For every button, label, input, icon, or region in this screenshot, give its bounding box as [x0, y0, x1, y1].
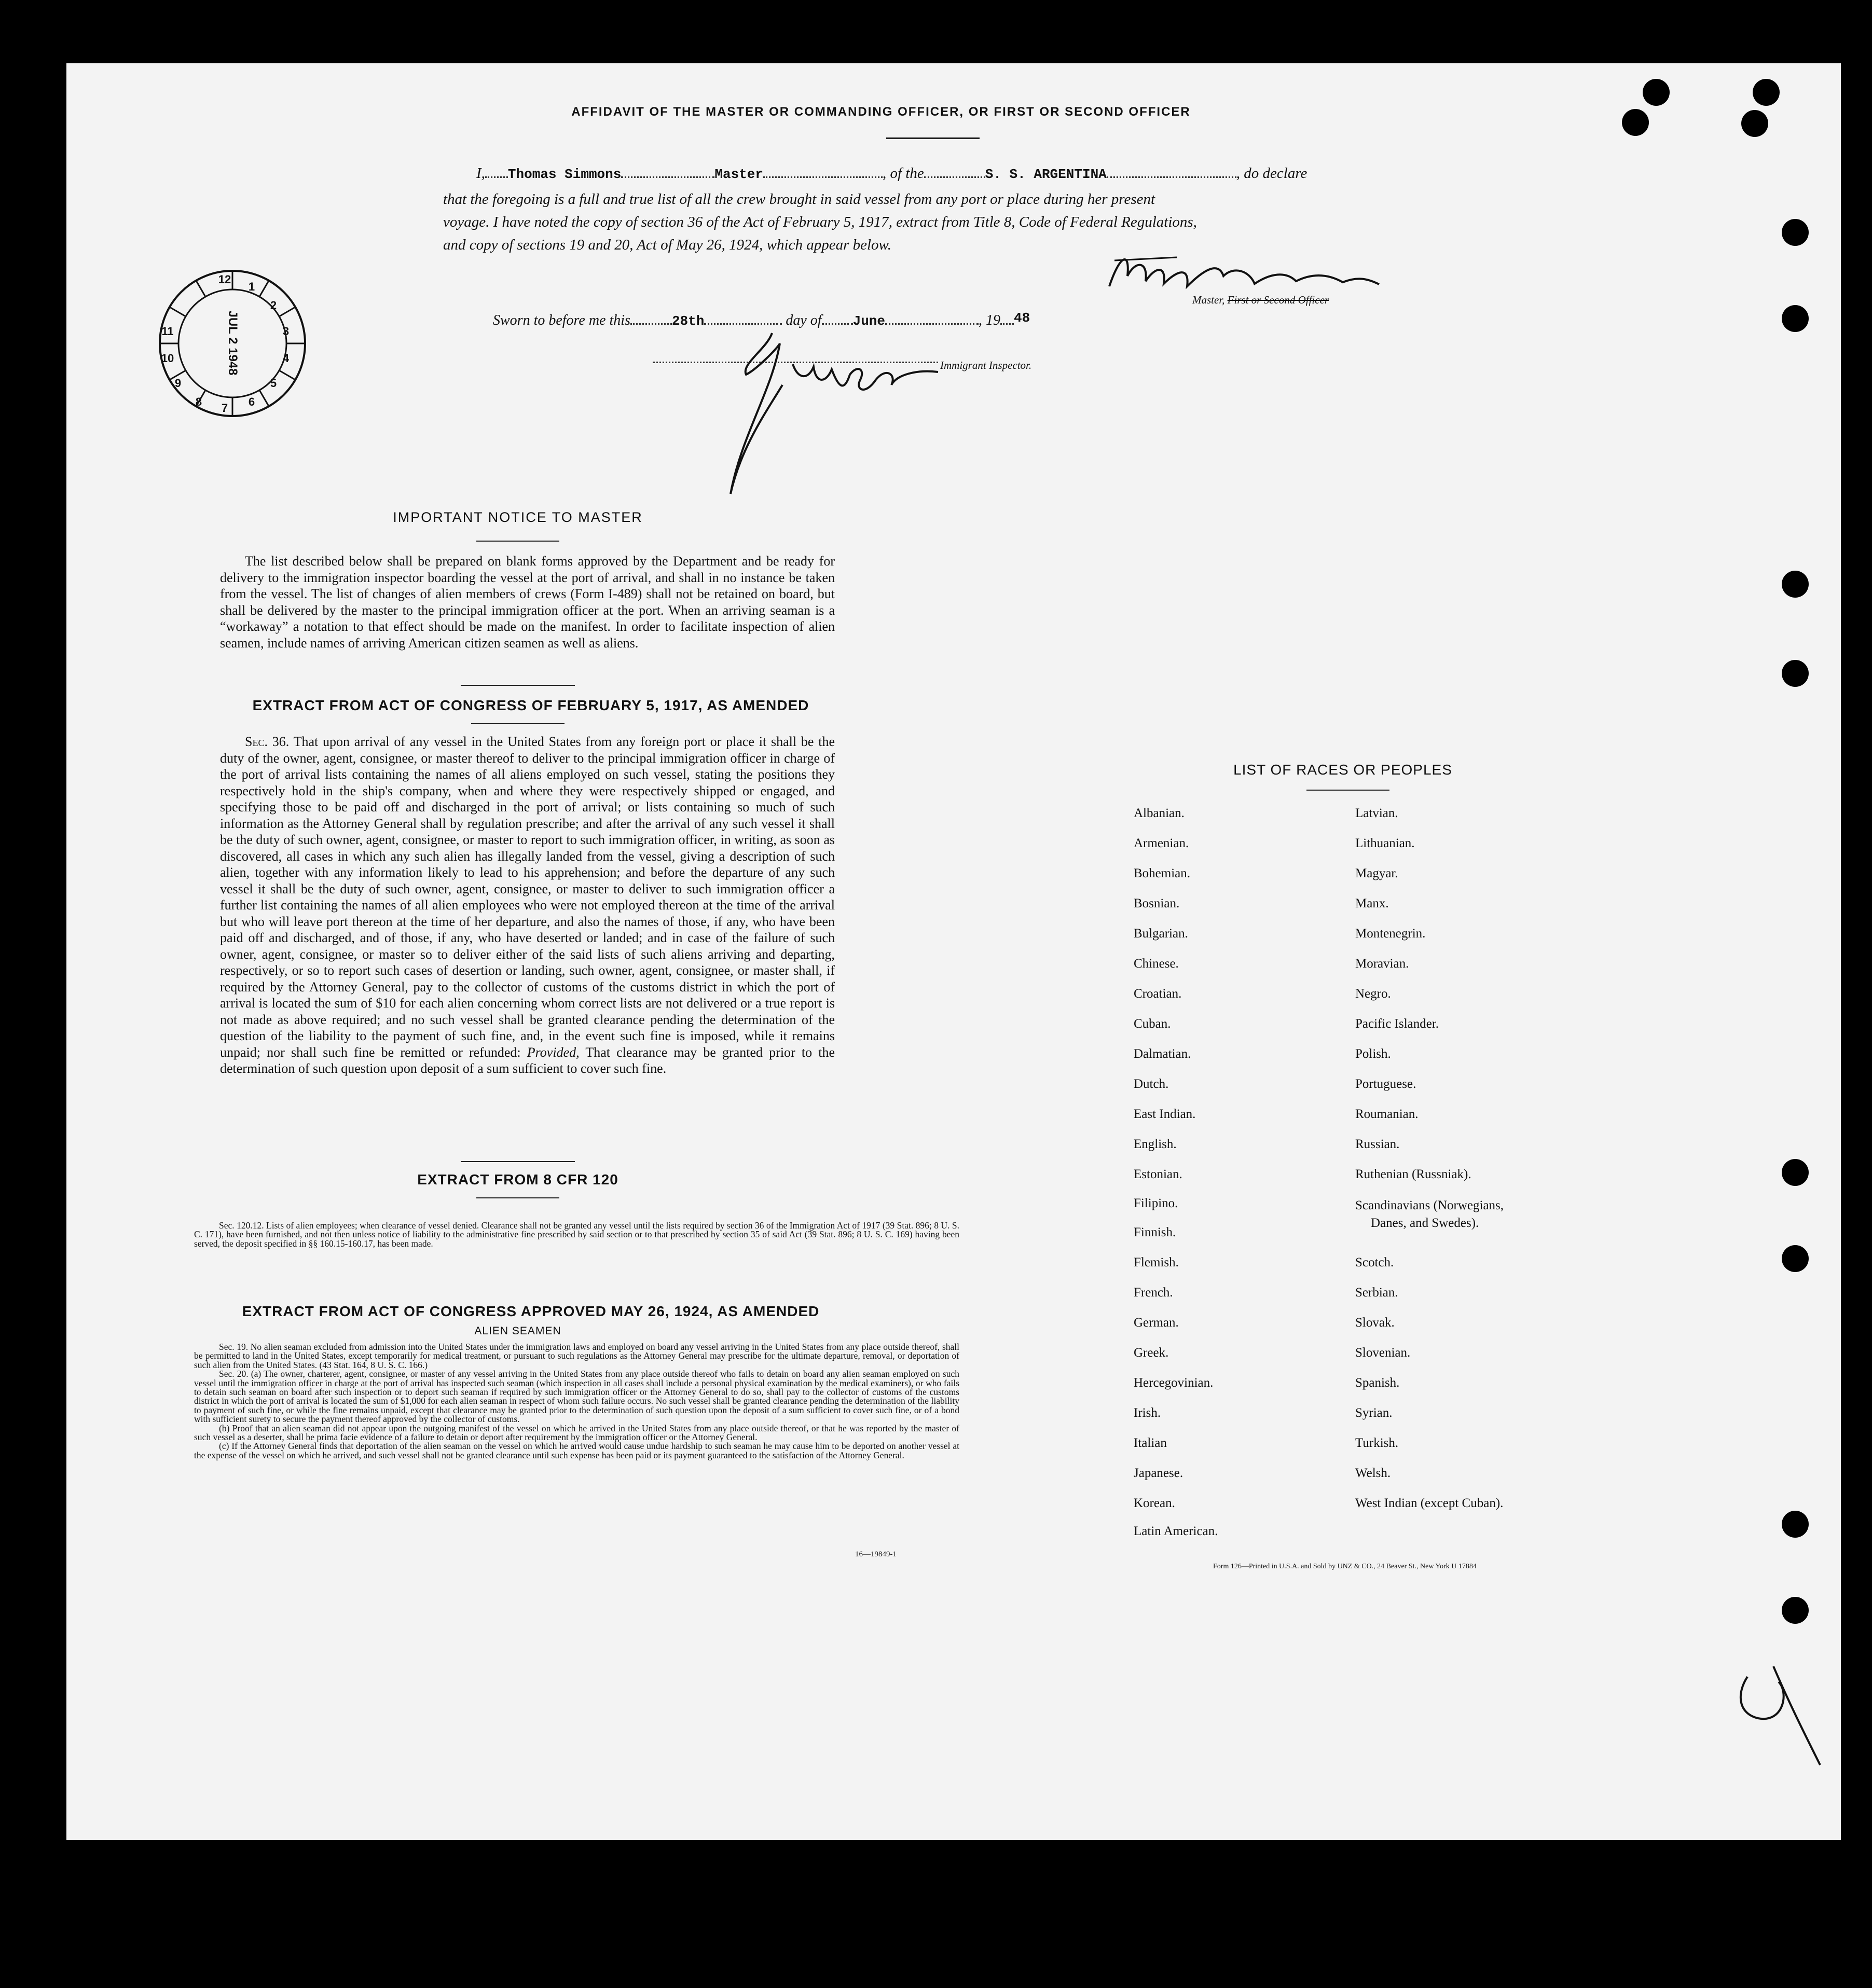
- extract-1917-body: [220, 734, 835, 1077]
- handwritten-mark: [1727, 1661, 1830, 1775]
- stamp-number: 9: [174, 377, 182, 390]
- punch-hole: [1782, 1511, 1809, 1538]
- notice-body: The list described below shall be prepared on blank forms approved by the Department and be ready for delivery to the immigration inspector boarding the vessel at the port of arrival, and shall in no instance be taken from the vessel. The list of changes of alien members of crews (Form I-489) shall not be retained on board, but shall be delivered by the master to the principal immigration officer at the port. When an arriving seaman is a “workaway” a notation to that effect should be made on the manifest. In order to facilitate inspection of alien seamen, include names of arriving American citizen seamen as well as aliens.: [220, 554, 835, 651]
- race-item: Albanian.: [1134, 806, 1185, 820]
- race-item: Latin American.: [1134, 1524, 1218, 1538]
- sworn-day-field: 28th: [671, 313, 705, 329]
- affidavit-body-2: voyage. I have noted the copy of section 36 of the Act of February 5, 1917, extract from Title 8, Code of Federal Regulations,: [443, 214, 1197, 230]
- officer-label: Master, First or Second Officer: [1192, 294, 1329, 306]
- race-item: Lithuanian.: [1355, 836, 1415, 850]
- race-item: Bulgarian.: [1134, 927, 1188, 941]
- race-item: Dalmatian.: [1134, 1047, 1191, 1061]
- race-item: German.: [1134, 1316, 1179, 1330]
- race-item: Dutch.: [1134, 1077, 1169, 1091]
- race-item: Italian: [1134, 1436, 1167, 1450]
- punch-hole: [1782, 571, 1809, 598]
- extract-cfr-title: EXTRACT FROM 8 CFR 120: [417, 1171, 618, 1188]
- stamp-number: 7: [221, 402, 228, 415]
- stamp-number: 3: [282, 325, 290, 338]
- race-item: Turkish.: [1355, 1436, 1399, 1450]
- section-rule: [461, 685, 575, 686]
- document-page: [66, 63, 1841, 1840]
- race-item: Latvian.: [1355, 806, 1398, 820]
- section-19-text: Sec. 19. No alien seaman excluded from admission into the United States under the immigration laws and employed on board any vessel arriving in the United States from any place outside thereof, shall be permitted to land in the United States, except temporarily for medical treatment, or pursuant to such regulations as the Attorney General may prescribe for the ultimate departure, removal, or deportation of such alien from the United States. (43 Stat. 164, 8 U. S. C. 166.): [194, 1342, 959, 1370]
- inspector-signature: [710, 317, 980, 509]
- title-rule: [886, 137, 980, 139]
- race-item: Irish.: [1134, 1406, 1161, 1420]
- year-field: 48: [1014, 310, 1030, 326]
- affidavit-title: AFFIDAVIT OF THE MASTER OR COMMANDING OFFICER, OR FIRST OR SECOND OFFICER: [571, 105, 1191, 119]
- race-item: East Indian.: [1134, 1107, 1196, 1121]
- stamp-number: 2: [270, 299, 277, 312]
- section-rule: [461, 1161, 575, 1162]
- races-title: LIST OF RACES OR PEOPLES: [1233, 762, 1452, 778]
- section-20a-text: Sec. 20. (a) The owner, charterer, agent, consignee, or master of any vessel arriving in the United States from any place outside thereof who fails to detain on board any alien seaman employed on such vessel until the immigration officer in charge at the port of arrival has inspected such seaman (which inspection in all cases shall include a personal physical examination by the medical examiners), or who fails to detain such seaman on board after such inspection or to deport such seaman if required by such immigration officer or the Attorney General to do so, shall pay to the collector of customs of the customs district in which the port of arrival is located the sum of $1,000 for each alien seaman in respect of whom such failure occurs. No such vessel shall be granted clearance pending the determination of the liability to payment of such fine, or while the fine remains unpaid, except that clearance may be granted prior to the determination of such question upon the deposit of a sum sufficient to cover such fine, or of a bond with sufficient surety to secure the payment thereof approved by the collector of customs.: [194, 1369, 959, 1425]
- stamp-number: 4: [282, 352, 290, 365]
- affidavit-body-3: and copy of sections 19 and 20, Act of May 26, 1924, which appear below.: [443, 237, 891, 253]
- punch-hole: [1643, 79, 1670, 106]
- race-item: Russian.: [1355, 1137, 1400, 1151]
- stamp-number: 12: [218, 273, 231, 286]
- race-item: Bohemian.: [1134, 866, 1191, 880]
- race-item: Manx.: [1355, 896, 1389, 910]
- race-item: Korean.: [1134, 1496, 1175, 1510]
- section-20b-text: (b) Proof that an alien seaman did not appear upon the outgoing manifest of the vessel on which he arrived in the United States from any place outside thereof, or that he was reported by the master of such vessel as a deserter, shall be prima facie evidence of a failure to detain or deport after requirement by the immigration officer or the Attorney General.: [194, 1423, 959, 1443]
- race-item: Finnish.: [1134, 1225, 1176, 1239]
- race-item: Portuguese.: [1355, 1077, 1416, 1091]
- race-item: West Indian (except Cuban).: [1355, 1496, 1504, 1510]
- race-item: Cuban.: [1134, 1017, 1171, 1031]
- proviso-text: That clearance may be granted prior to the determination of such question upon deposit of a sum sufficient to cover such fine.: [220, 1044, 835, 1076]
- punch-hole: [1782, 305, 1809, 332]
- race-item: Danes, and Swedes).: [1371, 1216, 1479, 1230]
- race-item: Polish.: [1355, 1047, 1391, 1061]
- extract-1917-title: EXTRACT FROM ACT OF CONGRESS OF FEBRUARY 5, 1917, AS AMENDED: [252, 697, 809, 713]
- race-item: Slovak.: [1355, 1316, 1395, 1330]
- stamp-number: 6: [248, 395, 255, 408]
- inspector-label: Immigrant Inspector.: [938, 359, 1031, 372]
- master-name-field: Thomas Simmons: [507, 167, 622, 182]
- extract-1917-rule: [471, 723, 565, 724]
- punch-hole: [1741, 110, 1768, 137]
- declare-label: , do declare: [1236, 165, 1307, 182]
- race-item: Filipino.: [1134, 1196, 1178, 1210]
- form-code: 16—19849-1: [855, 1550, 897, 1558]
- race-item: Syrian.: [1355, 1406, 1393, 1420]
- notice-title: IMPORTANT NOTICE TO MASTER: [393, 509, 643, 525]
- race-item: Pacific Islander.: [1355, 1017, 1439, 1031]
- extract-1924-subtitle: ALIEN SEAMEN: [474, 1325, 561, 1337]
- race-item: Spanish.: [1355, 1376, 1400, 1390]
- race-item: Hercegovinian.: [1134, 1376, 1214, 1390]
- immigration-date-stamp: [155, 266, 310, 421]
- affidavit-declaration-line: [476, 165, 1493, 182]
- pronoun: I,: [476, 165, 485, 182]
- race-item: Roumanian.: [1355, 1107, 1419, 1121]
- race-item: Serbian.: [1355, 1286, 1398, 1300]
- section-20c-text: (c) If the Attorney General finds that deportation of the alien seaman on the vessel on which he arrived would cause undue hardship to such seaman he may cause him to be deported on another vessel at the expense of the vessel on which he arrived, and such vessel shall not be granted clearance until such expense has been paid or its payment guaranteed to the satisfaction of the Attorney General.: [194, 1441, 959, 1460]
- stamp-number: 5: [270, 377, 277, 390]
- stamp-number: 1: [248, 280, 255, 293]
- races-rule: [1306, 790, 1389, 791]
- day-of-label: day of: [786, 312, 822, 328]
- sworn-label: Sworn to before me this: [493, 312, 630, 328]
- race-item: Ruthenian (Russniak).: [1355, 1167, 1471, 1181]
- race-item: Scotch.: [1355, 1255, 1394, 1269]
- punch-hole: [1782, 219, 1809, 246]
- race-item: Flemish.: [1134, 1255, 1179, 1269]
- race-item: Armenian.: [1134, 836, 1189, 850]
- punch-hole: [1753, 79, 1780, 106]
- punch-hole: [1782, 1245, 1809, 1272]
- race-item: Montenegrin.: [1355, 927, 1426, 941]
- vessel-name-field: S. S. ARGENTINA: [985, 167, 1107, 182]
- of-the-label: , of the: [882, 165, 924, 182]
- race-item: Bosnian.: [1134, 896, 1180, 910]
- stamp-number: 8: [195, 395, 202, 408]
- race-item: Chinese.: [1134, 957, 1179, 971]
- struck-officer-text: First or Second Officer: [1227, 294, 1329, 306]
- extract-cfr-body: Sec. 120.12. Lists of alien employees; when clearance of vessel denied. Clearance shall not be granted any vessel until the lists required by section 36 of the Immigration Act of 1917 (39 Stat. 896; 8 U. S. C. 171), have been furnished, and not then unless notice of liability to the administrative fine prescribed by said section or to that prescribed by section 35 of said Act (39 Stat. 896; 8 U. S. C. 169) having been served, the deposit specified in §§ 160.15-160.17, has been made.: [194, 1220, 959, 1249]
- year-prefix: , 19: [979, 312, 1001, 328]
- race-item: Negro.: [1355, 987, 1391, 1001]
- race-item: Estonian.: [1134, 1167, 1182, 1181]
- race-item: Moravian.: [1355, 957, 1409, 971]
- race-item: English.: [1134, 1137, 1177, 1151]
- extract-1924-title: EXTRACT FROM ACT OF CONGRESS APPROVED MAY 26, 1924, AS AMENDED: [242, 1303, 820, 1319]
- race-item: Scandinavians (Norwegians,: [1355, 1198, 1504, 1212]
- section-36-text: That upon arrival of any vessel in the United States from any foreign port or place it shall be the duty of the owner, agent, consignee, or master thereof to deliver to the principal immigration officer in charge of the port of arrival lists containing the names of all aliens employed on such vessel, stating the positions they respectively hold in the ship's company, when and where they were respectively shipped or engaged, and specifying those to be paid off and discharged in the port of arrival; or lists containing so much of such information as the Attorney General shall by regulation prescribe; and after the arrival of any such vessel it shall be the duty of such owner, agent, consignee, or master to report to such immigration officer, in writing, as soon as discovered, all cases in which any such alien has illegally landed from the vessel, giving a description of such alien, together with any information likely to lead to his apprehension; and before the departure of any such vessel it shall be the duty of such owner, agent, consignee, or master to deliver to such immigration officer a further list containing the names of all alien employees who were not employed thereon at the time of the arrival but who will leave port thereon at the time of her departure, and also the names of those, if any, who have been paid off and discharged, and of those, if any, who have deserted or landed; and in case of the failure of such owner, agent, consignee, or master so to deliver either of the said lists of such aliens arriving and departing, respectively, or so to report such cases of desertion or landing, such owner, agent, consignee, or master shall, if required by the Attorney General, pay to the collector of customs of the customs district in which the port of arrival is located the sum of $10 for each alien concerning whom correct lists are not delivered or a true report is not made as above required; and no such vessel shall be granted clearance pending the determination of the question of the liability to the payment of such fine, and, in the event such fine is imposed, while it remains unpaid; nor shall such fine be remitted or refunded:: [220, 734, 835, 1060]
- stamp-number: 11: [161, 325, 174, 338]
- punch-hole: [1782, 1159, 1809, 1186]
- extract-cfr-rule: [476, 1197, 559, 1198]
- proviso-label: Provided,: [527, 1044, 580, 1060]
- rank-field: Master: [714, 167, 763, 182]
- race-item: Croatian.: [1134, 987, 1182, 1001]
- stamp-date: JUL 2 1948: [226, 310, 240, 376]
- race-item: Japanese.: [1134, 1466, 1183, 1480]
- affidavit-body-1: that the foregoing is a full and true list of all the crew brought in said vessel from any port or place during her present: [443, 191, 1155, 208]
- punch-hole: [1782, 1597, 1809, 1624]
- punch-hole: [1622, 109, 1649, 136]
- race-item: Slovenian.: [1355, 1346, 1411, 1360]
- punch-hole: [1782, 660, 1809, 687]
- section-36-label: Sec. 36.: [245, 734, 290, 749]
- notice-rule: [476, 541, 559, 542]
- sworn-month-field: June: [852, 313, 886, 329]
- race-item: Magyar.: [1355, 866, 1398, 880]
- race-item: Greek.: [1134, 1346, 1169, 1360]
- race-item: Welsh.: [1355, 1466, 1391, 1480]
- printer-imprint: Form 126—Printed in U.S.A. and Sold by UNZ & CO., 24 Beaver St., New York U 17884: [1213, 1563, 1477, 1570]
- race-item: French.: [1134, 1286, 1173, 1300]
- stamp-number: 10: [161, 352, 174, 365]
- extract-1924-body: [194, 1343, 959, 1460]
